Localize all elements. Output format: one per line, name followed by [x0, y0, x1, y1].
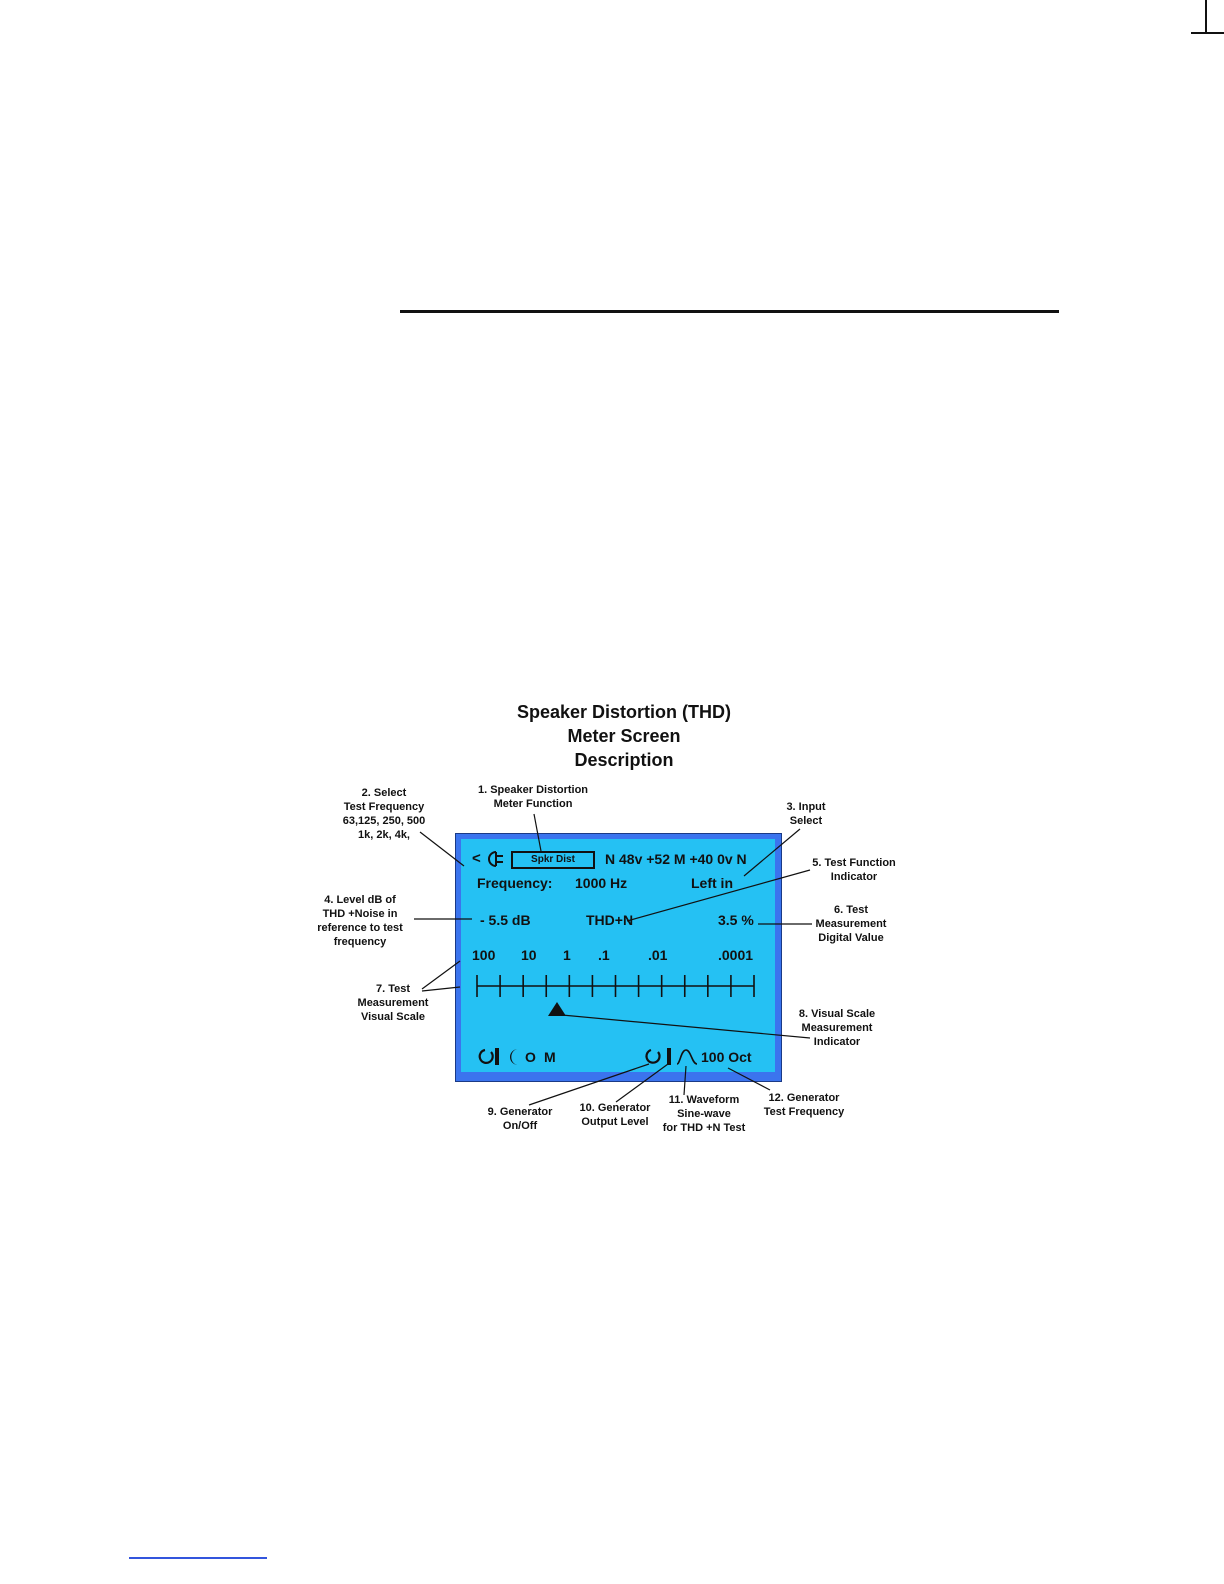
- callout-8: 8. Visual Scale Measurement Indicator: [798, 1008, 876, 1048]
- title-line-3: Description: [574, 750, 674, 770]
- title-line-2: Meter Screen: [567, 726, 681, 746]
- callout-2: 2. Select Test Frequency 63,125, 250, 500 1k, 2k, 4k,: [342, 787, 426, 841]
- crop-mark-horizontal: [1191, 32, 1224, 34]
- callout-7: 7. Test Measurement Visual Scale: [357, 983, 429, 1023]
- bottom-o-indicator: O: [525, 1049, 536, 1065]
- footer-link-underline[interactable]: [129, 1557, 267, 1559]
- frequency-value[interactable]: 1000 Hz: [575, 875, 628, 891]
- bottom-m-indicator: M: [544, 1049, 556, 1065]
- generator-test-frequency[interactable]: 100 Oct: [701, 1049, 752, 1065]
- measurement-digital-value: 3.5 %: [718, 912, 754, 928]
- test-function-indicator: THD+N: [586, 912, 634, 928]
- callout-6: 6. Test Measurement Digital Value: [815, 904, 887, 944]
- callout-11: 11. Waveform Sine-wave for THD +N Test: [662, 1094, 746, 1134]
- title-line-1: Speaker Distortion (THD): [516, 702, 732, 722]
- diagram-title: [424, 700, 824, 772]
- scale-label: 1: [563, 947, 571, 963]
- scale-label: .1: [598, 947, 610, 963]
- scale-label: .01: [648, 947, 668, 963]
- callout-3: 3. Input Select: [786, 801, 826, 827]
- status-line: N 48v +52 M +40 0v N: [605, 851, 747, 867]
- scale-label: .0001: [718, 947, 754, 963]
- scale-label: 100: [472, 947, 496, 963]
- scale-label: 10: [521, 947, 537, 963]
- callout-10: 10. Generator Output Level: [579, 1102, 651, 1128]
- callout-5: 5. Test Function Indicator: [812, 857, 896, 883]
- horizontal-rule: [400, 310, 1059, 313]
- callout-1: 1. Speaker Distortion Meter Function: [477, 784, 589, 810]
- callout-4: 4. Level dB of THD +Noise in reference to test frequency: [317, 894, 403, 948]
- function-badge[interactable]: Spkr Dist: [511, 851, 595, 869]
- level-db-value: - 5.5 dB: [480, 912, 531, 928]
- input-select-value[interactable]: Left in: [691, 875, 733, 891]
- frequency-label: Frequency:: [477, 875, 553, 891]
- callout-9: 9. Generator On/Off: [487, 1106, 553, 1132]
- callout-12: 12. Generator Test Frequency: [763, 1092, 845, 1118]
- nav-left-arrow[interactable]: <: [472, 850, 481, 867]
- crop-mark-vertical: [1205, 0, 1207, 34]
